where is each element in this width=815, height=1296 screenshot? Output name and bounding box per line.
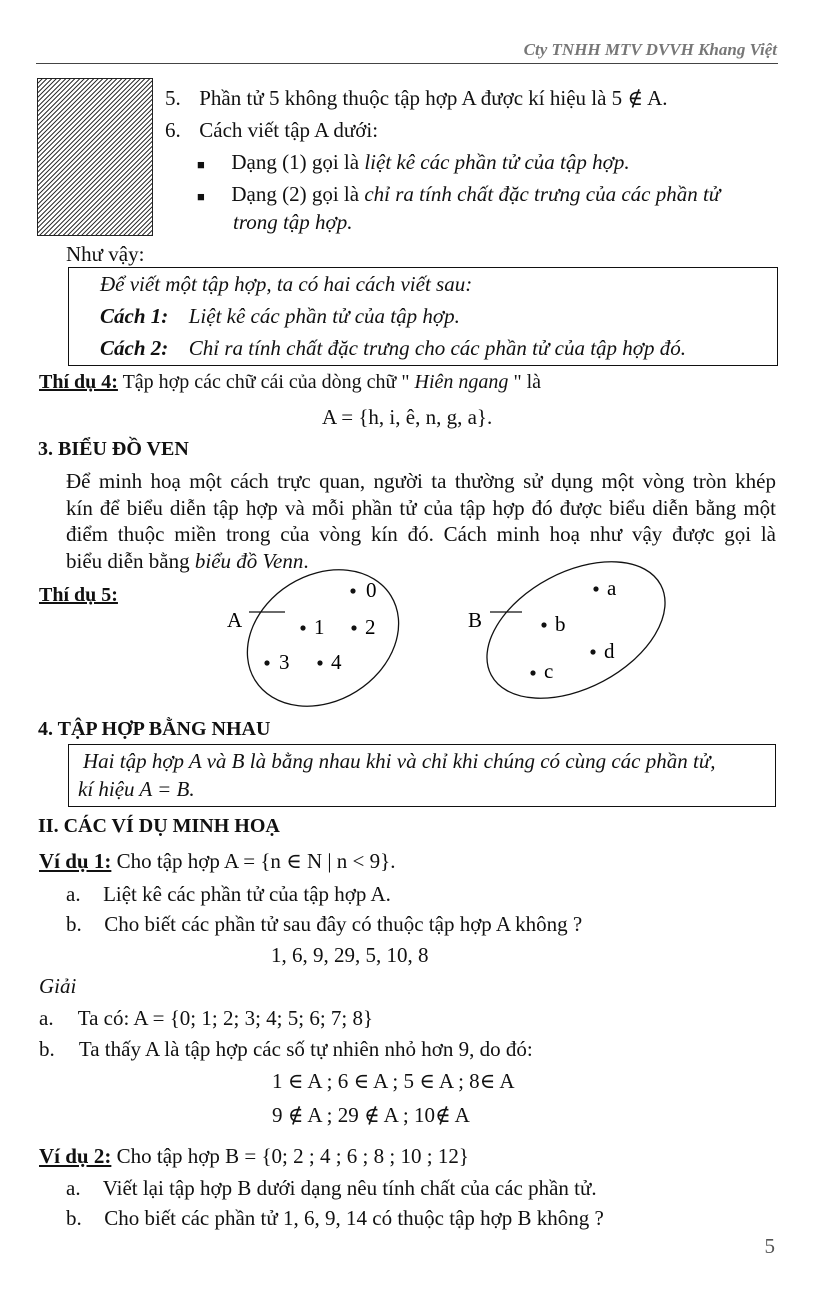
venn-element-label: d <box>604 639 615 663</box>
bullet-emphasis: chỉ ra tính chất đặc trưng của các phần tử <box>364 182 721 206</box>
vidu-text: Cho tập hợp A = {n ∈ N | n < 9}. <box>111 849 396 873</box>
section-4-heading: 4. TẬP HỢP BẰNG NHAU <box>38 718 271 740</box>
vidu-2-a <box>66 1176 597 1201</box>
venn-term: biểu đồ Venn <box>194 548 304 573</box>
vidu-label: Ví dụ 2: <box>39 1144 112 1168</box>
list-item-5 <box>165 86 667 111</box>
item-text: Viết lại tập hợp B dưới dạng nêu tính chất của các phần tử. <box>102 1176 597 1200</box>
paragraph-text: biểu diễn bằng <box>66 548 195 573</box>
item-text: Liệt kê các phần tử của tập hợp A. <box>103 882 391 906</box>
hatched-decoration <box>37 78 153 236</box>
venn-point <box>593 586 598 591</box>
venn-element-label: 2 <box>365 615 376 639</box>
venn-point <box>541 622 546 627</box>
paragraph-line: điểm thuộc miền trong của vòng kín đó. Cách minh hoạ như vậy được gọi là <box>66 522 776 546</box>
bullet-prefix: Dạng (1) gọi là <box>231 150 365 174</box>
bullet-icon: ■ <box>197 189 205 204</box>
summary-cach-2 <box>100 336 686 361</box>
publisher-header: Cty TNHH MTV DVVH Khang Việt <box>523 40 777 59</box>
paragraph-text: . <box>303 548 309 573</box>
example-text: Tập hợp các chữ cái của dòng chữ " <box>117 371 415 393</box>
item-letter: a. <box>66 1176 81 1200</box>
summary-cach-1 <box>100 304 460 329</box>
solution-a <box>39 1006 373 1031</box>
venn-point <box>530 670 535 675</box>
venn-element-label: 0 <box>366 578 377 602</box>
nhu-vay-label: Như vậy: <box>66 242 145 266</box>
example-5-label: Thí dụ 5: <box>39 584 118 606</box>
venn-element-label: 1 <box>314 615 325 639</box>
item-text: Cho biết các phần tử sau đây có thuộc tập hợp A không ? <box>104 912 583 936</box>
vidu-1-values: 1, 6, 9, 29, 5, 10, 8 <box>271 943 429 967</box>
venn-set-a <box>222 560 424 734</box>
bullet-item-2 <box>197 182 720 207</box>
list-item-6 <box>165 118 378 143</box>
venn-point <box>350 588 355 593</box>
example-4 <box>39 371 541 394</box>
example-phrase: Hiên ngang <box>414 371 509 393</box>
section-3-heading: 3. BIỂU ĐỒ VEN <box>38 438 189 460</box>
vidu-2-b <box>66 1206 604 1231</box>
venn-point <box>300 625 305 630</box>
venn-set-b <box>464 560 688 726</box>
list-text: Phần tử 5 không thuộc tập hợp A được kí hiệu là 5 ∉ A. <box>199 86 668 110</box>
item-letter: a. <box>66 882 81 906</box>
page-number: 5 <box>764 1234 775 1258</box>
section-ii-heading: II. CÁC VÍ DỤ MINH HOẠ <box>38 815 280 837</box>
list-text: Cách viết tập A dưới: <box>199 118 379 142</box>
bullet-item-1 <box>197 150 630 175</box>
venn-label-b: B <box>468 608 483 632</box>
list-number: 5. <box>165 86 181 110</box>
item-text: Ta thấy A là tập hợp các số tự nhiên nhỏ hơn 9, do đó: <box>78 1037 533 1061</box>
paragraph-line: kín để biểu diễn tập hợp và mỗi phần tử của tập hợp đó được biểu diễn bằng một <box>66 495 776 520</box>
item-text: Cho biết các phần tử 1, 6, 9, 14 có thuộc tập hợp B không ? <box>104 1206 604 1230</box>
header-rule <box>36 63 778 64</box>
venn-element-label: 3 <box>279 650 290 674</box>
section-3-paragraph <box>66 468 776 574</box>
item-letter: b. <box>39 1037 55 1061</box>
bullet-prefix: Dạng (2) gọi là <box>231 182 365 206</box>
venn-element-label: a <box>607 576 617 600</box>
solution-membership: 1 ∈ A ; 6 ∈ A ; 5 ∈ A ; 8∈ A <box>272 1069 515 1093</box>
bullet-item-2-continued: trong tập hợp. <box>233 210 353 234</box>
item-letter: a. <box>39 1006 54 1030</box>
definition-line-2: kí hiệu A = B. <box>78 777 195 801</box>
bullet-icon: ■ <box>197 157 205 172</box>
solution-label: Giải <box>39 974 77 998</box>
cach-text: Chỉ ra tính chất đặc trưng cho các phần tử của tập hợp đó. <box>188 336 686 360</box>
venn-point <box>317 660 322 665</box>
definition-line-1: Hai tập hợp A và B là bằng nhau khi và chỉ khi chúng có cùng các phần tử, <box>83 749 716 773</box>
venn-ellipse-b <box>464 560 688 726</box>
example-4-set: A = {h, i, ê, n, g, a}. <box>322 405 493 429</box>
summary-intro: Để viết một tập hợp, ta có hai cách viết sau: <box>100 272 473 296</box>
venn-point <box>351 625 356 630</box>
vidu-label: Ví dụ 1: <box>39 849 112 873</box>
venn-element-label: c <box>544 659 554 683</box>
vidu-text: Cho tập hợp B = {0; 2 ; 4 ; 6 ; 8 ; 10 ; 12} <box>111 1144 469 1168</box>
cach-label: Cách 1: <box>100 304 169 328</box>
venn-label-a: A <box>227 608 243 632</box>
cach-text: Liệt kê các phần tử của tập hợp. <box>188 304 460 328</box>
venn-ellipse-a <box>222 560 424 734</box>
cach-label: Cách 2: <box>100 336 169 360</box>
item-letter: b. <box>66 1206 82 1230</box>
paragraph-line: Để minh hoạ một cách trực quan, người ta thường sử dụng một vòng tròn khép <box>66 469 776 493</box>
example-label: Thí dụ 4: <box>39 371 118 393</box>
venn-point <box>264 660 269 665</box>
item-text: Ta có: A = {0; 1; 2; 3; 4; 5; 6; 7; 8} <box>77 1006 374 1030</box>
vidu-1-a <box>66 882 391 907</box>
solution-b <box>39 1037 533 1062</box>
list-number: 6. <box>165 118 181 142</box>
venn-diagrams <box>0 560 815 735</box>
venn-point <box>590 649 595 654</box>
vidu-2 <box>39 1144 469 1169</box>
bullet-emphasis: liệt kê các phần tử của tập hợp. <box>364 150 630 174</box>
vidu-1 <box>39 849 396 874</box>
example-text-after: " là <box>508 371 542 393</box>
venn-element-label: 4 <box>331 650 342 674</box>
solution-non-membership: 9 ∉ A ; 29 ∉ A ; 10∉ A <box>272 1103 470 1127</box>
item-letter: b. <box>66 912 82 936</box>
venn-element-label: b <box>555 612 566 636</box>
vidu-1-b <box>66 912 582 937</box>
